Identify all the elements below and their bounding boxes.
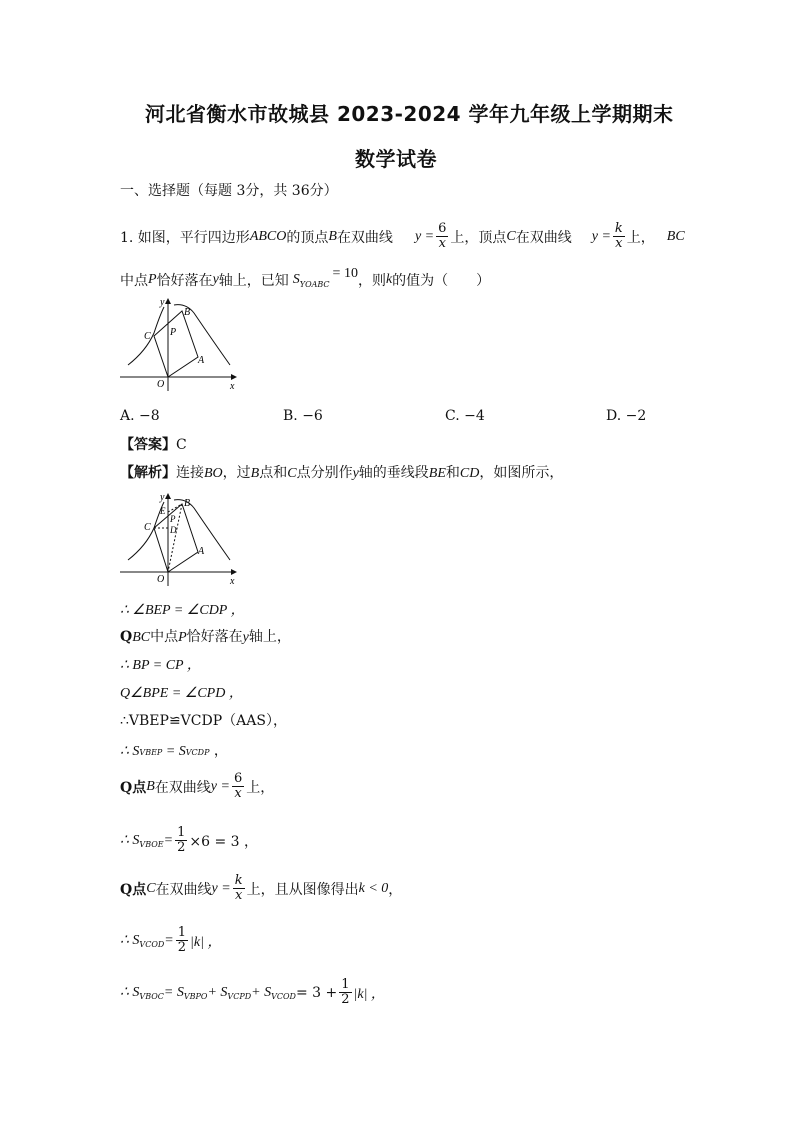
subscript: VCOD xyxy=(139,940,165,949)
step-3: ∴ BP = CP ， xyxy=(120,658,201,673)
step-text: ×6 = 3 ， xyxy=(189,833,258,850)
q1-point-p: P xyxy=(148,272,157,287)
q1-text: 在双曲线 xyxy=(515,229,572,246)
step-1: ∴ ∠BEP = ∠CDP ， xyxy=(120,603,245,618)
step-text: 恰好落在 xyxy=(186,629,243,645)
q1-curve1-y: y = xyxy=(414,228,435,244)
step-text: |k| ， xyxy=(353,986,385,1002)
fraction-numerator: 1 xyxy=(177,825,186,840)
question-1-figure xyxy=(118,293,244,393)
fraction-numerator: 6 xyxy=(233,771,243,786)
fraction-denominator: x xyxy=(234,888,243,903)
step-text: + S xyxy=(251,984,272,1000)
q1-var-k: k xyxy=(385,272,393,287)
answer-line xyxy=(120,434,187,454)
subscript: VBEP xyxy=(139,748,163,757)
step-text: 在双曲线 xyxy=(155,881,212,898)
analysis-label: 【解析】 xyxy=(120,465,176,481)
option-a[interactable]: A. −8 xyxy=(120,408,160,424)
question-1-line1 xyxy=(120,222,685,251)
fraction-numerator: 1 xyxy=(177,925,187,940)
step-6 xyxy=(120,740,228,760)
label-o: O xyxy=(157,379,165,390)
step-text: k < 0 xyxy=(358,880,389,896)
analysis-figure xyxy=(118,488,244,588)
q1-text: 的值为（ ） xyxy=(392,273,491,289)
option-c[interactable]: C. −4 xyxy=(445,408,485,424)
q1-area-subscript: YOABC xyxy=(299,279,330,289)
question-1-line2 xyxy=(120,266,491,290)
fraction xyxy=(175,826,187,855)
label-x: x xyxy=(230,381,235,392)
analysis-text: 点和 xyxy=(259,465,288,481)
fraction-denominator: x xyxy=(615,236,623,251)
step-5: ∴VBEP≌VCDP（AAS）， xyxy=(120,713,287,729)
step-text: Q点 xyxy=(120,881,147,898)
step-11 xyxy=(120,978,385,1007)
label-a: A xyxy=(198,546,205,557)
step-text: = S xyxy=(162,744,186,759)
analysis-be: BE xyxy=(428,466,446,481)
label-b: B xyxy=(184,307,191,318)
analysis-text: 轴的垂线段 xyxy=(358,465,429,481)
step-text: 上， xyxy=(246,779,275,796)
step-text: y = xyxy=(211,880,231,896)
step-text: 上，且从图像得出 xyxy=(246,881,359,898)
step-text: 在双曲线 xyxy=(154,779,211,796)
analysis-text: 和 xyxy=(445,465,460,481)
option-b[interactable]: B. −6 xyxy=(283,408,323,424)
q1-text: ，则 xyxy=(357,273,386,289)
label-c: C xyxy=(144,331,151,342)
q1-curve2-fraction xyxy=(613,222,625,251)
option-d[interactable]: D. −2 xyxy=(606,408,647,424)
q1-text: 1. 如图，平行四边形 xyxy=(120,229,250,246)
parallelogram xyxy=(154,311,198,377)
q1-text: 上， xyxy=(626,229,655,246)
answer-label: 【答案】 xyxy=(120,437,176,453)
step-text: BC xyxy=(132,630,151,645)
step-text: = S xyxy=(163,984,184,1000)
analysis-text: 连接 xyxy=(176,465,204,481)
step-text: ∴ S xyxy=(120,744,140,759)
q1-shape-name: ABCO xyxy=(249,228,287,244)
q1-text: 轴上，已知 xyxy=(218,273,289,289)
label-c: C xyxy=(144,522,151,533)
step-text: = xyxy=(164,932,174,948)
page-title: 河北省衡水市故城县 2023-2024 学年九年级上学期期末 xyxy=(145,102,674,126)
q1-text: 中点 xyxy=(120,273,148,289)
page-subtitle: 数学试卷 xyxy=(355,147,437,171)
step-text: + S xyxy=(207,984,228,1000)
fraction-denominator: 2 xyxy=(177,940,187,955)
step-text: Q点 xyxy=(120,779,147,796)
step-4: Q∠BPE = ∠CPD ， xyxy=(120,686,243,701)
q1-curve2-y: y = xyxy=(591,228,611,244)
analysis-c: C xyxy=(287,466,297,481)
step-10 xyxy=(120,926,221,955)
segment-be xyxy=(168,504,182,512)
step-text: B xyxy=(146,778,155,794)
fraction-numerator: k xyxy=(234,873,243,888)
step-text: ∴ S xyxy=(120,985,140,1000)
step-text: = 3 + xyxy=(295,984,338,1001)
q1-point-b: B xyxy=(328,228,337,244)
step-text: C xyxy=(146,880,156,896)
label-p: P xyxy=(170,327,177,338)
step-8 xyxy=(120,826,258,855)
q1-area-value: = 10 xyxy=(332,266,358,281)
q1-point-c: C xyxy=(506,228,516,244)
q1-text: 上，顶点 xyxy=(450,229,507,246)
label-d: D xyxy=(170,525,177,535)
step-text: 中点 xyxy=(150,629,179,645)
q1-area-symbol: S xyxy=(292,272,300,287)
label-y: y xyxy=(160,297,165,308)
step-text: ∴ S xyxy=(120,933,140,948)
fraction-numerator: k xyxy=(614,221,623,236)
analysis-b: B xyxy=(250,466,260,481)
label-b: B xyxy=(184,498,191,509)
label-a: A xyxy=(198,355,205,366)
step-text: y = xyxy=(210,778,230,794)
step-2 xyxy=(120,626,291,646)
analysis-cd: CD xyxy=(459,466,480,481)
fraction-numerator: 6 xyxy=(438,221,447,236)
fraction xyxy=(233,874,245,903)
fraction-numerator: 1 xyxy=(341,977,350,992)
analysis-y: y xyxy=(352,466,359,481)
since-symbol: Q xyxy=(120,629,133,645)
q1-axis-y: y xyxy=(212,272,219,287)
section-heading: 一、选择题（每题 3分，共 36分） xyxy=(120,183,338,199)
fraction-denominator: x xyxy=(438,236,446,251)
fraction-denominator: x xyxy=(234,786,242,801)
subscript: VBOE xyxy=(139,840,164,849)
q1-curve1-fraction xyxy=(436,222,448,251)
fraction-denominator: 2 xyxy=(341,992,350,1007)
subscript: VCOD xyxy=(271,992,296,1001)
fraction xyxy=(339,978,351,1007)
step-text: P xyxy=(178,630,187,645)
fraction xyxy=(176,926,188,955)
q1-text: 在双曲线 xyxy=(336,229,393,246)
step-7 xyxy=(120,772,274,801)
analysis-bo: BO xyxy=(204,466,223,481)
label-y: y xyxy=(160,492,165,503)
step-text: ， xyxy=(388,881,403,898)
q1-text: 的顶点 xyxy=(286,229,329,246)
subscript: VCDP xyxy=(185,748,210,757)
step-text: |k| ， xyxy=(190,934,222,950)
q1-segment-bc: BC xyxy=(666,228,685,244)
step-text: ∴ S xyxy=(120,833,140,848)
analysis-text: ，过 xyxy=(222,465,251,481)
step-9 xyxy=(120,874,402,903)
fraction xyxy=(232,772,244,801)
analysis-text: ，如图所示， xyxy=(479,465,564,481)
analysis-line xyxy=(120,462,563,482)
analysis-text: 点分别作 xyxy=(296,465,353,481)
q1-text: 恰好落在 xyxy=(156,273,213,289)
step-text: y xyxy=(242,630,249,645)
step-text: = xyxy=(163,832,174,848)
fraction-denominator: 2 xyxy=(177,840,186,855)
subscript: VBPO xyxy=(183,992,208,1001)
label-p: P xyxy=(170,514,176,524)
label-e: E xyxy=(160,506,166,516)
answer-value: C xyxy=(176,437,187,453)
step-text: ， xyxy=(209,743,228,759)
step-text: 轴上， xyxy=(248,629,291,645)
subscript: VBOC xyxy=(139,992,164,1001)
label-x: x xyxy=(230,576,235,587)
label-o: O xyxy=(157,574,165,585)
subscript: VCPD xyxy=(227,992,252,1001)
